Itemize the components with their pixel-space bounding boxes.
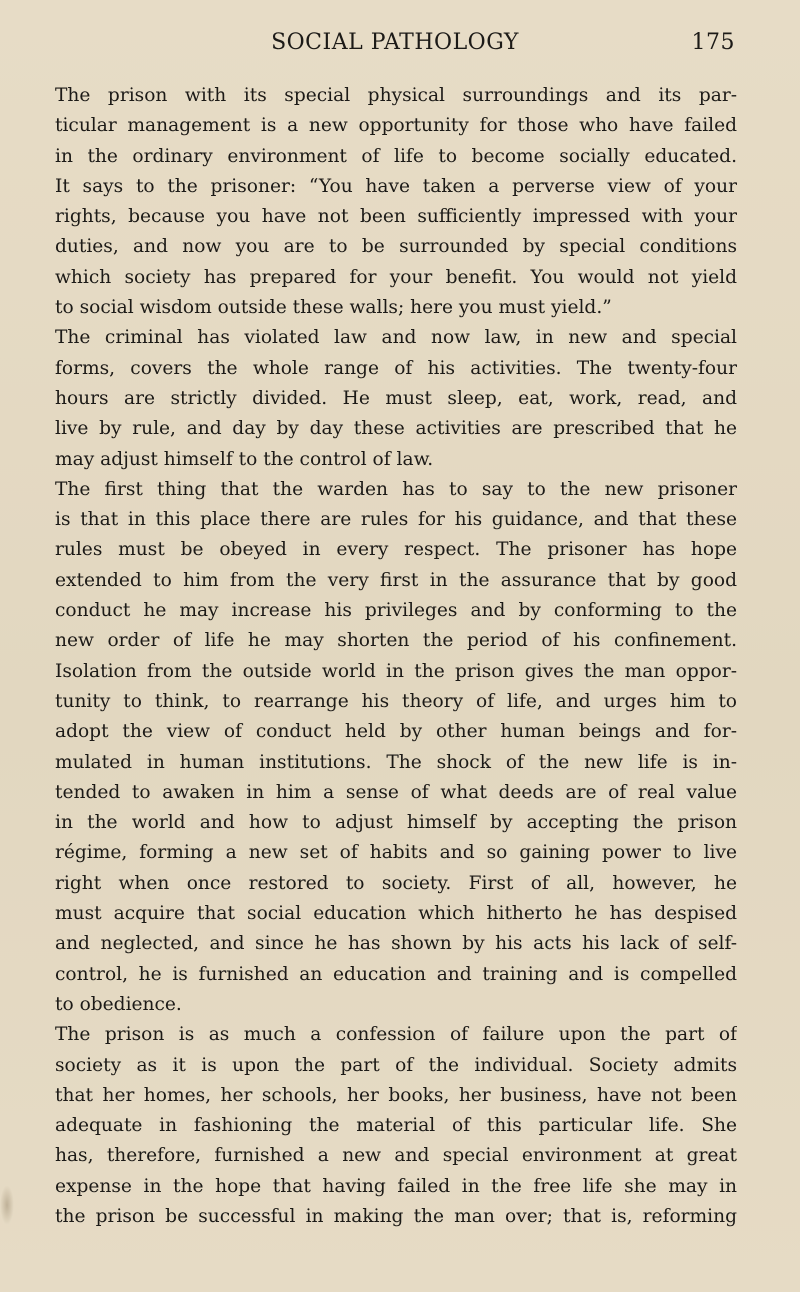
text-line: must acquire that social education which hitherto he has despised (55, 903, 737, 925)
text-line: régime, forming a new set of habits and so gaining power to live (55, 842, 737, 864)
text-line: The prison with its special physical surroundings and its par- (55, 85, 737, 106)
page-number: 175 (691, 30, 735, 55)
text-line: tunity to think, to rearrange his theory of life, and urges him to (55, 690, 737, 712)
text-line: live by rule, and day by day these activities are prescribed that he (55, 418, 737, 440)
text-line: The prison is as much a confession of failure upon the part of (55, 1024, 737, 1046)
text-line: is that in this place there are rules for his guidance, and that these (55, 509, 737, 531)
text-line: has, therefore, furnished a new and special environment at great (55, 1145, 737, 1167)
text-line: duties, and now you are to be surrounded by special conditions (55, 236, 737, 258)
text-line: rules must be obeyed in every respect. The prisoner has hope (55, 539, 737, 561)
text-line: control, he is furnished an education and training and is compelled (55, 963, 737, 985)
text-line: The first thing that the warden has to say to the new prisoner (55, 478, 737, 500)
text-line: tended to awaken in him a sense of what deeds are of real value (55, 781, 737, 803)
text-line: mulated in human institutions. The shock of the new life is in- (55, 751, 737, 773)
text-line: right when once restored to society. First of all, however, he (55, 872, 737, 894)
body-text (55, 81, 737, 1232)
running-title: SOCIAL PATHOLOGY (271, 30, 519, 55)
text-line: Isolation from the outside world in the prison gives the man oppor- (55, 660, 737, 682)
text-line: in the world and how to adjust himself by accepting the prison (55, 812, 737, 834)
text-line: conduct he may increase his privileges and by conforming to the (55, 600, 737, 622)
text-line: hours are strictly divided. He must sleep, eat, work, read, and (55, 387, 737, 409)
text-line: adopt the view of conduct held by other human beings and for- (55, 721, 737, 743)
text-line: to social wisdom outside these walls; here you must yield.” (55, 297, 612, 319)
text-line: to obedience. (55, 993, 182, 1015)
page-stain (0, 1185, 14, 1225)
text-line: expense in the hope that having failed in the free life she may in (55, 1175, 737, 1197)
text-line: and neglected, and since he has shown by his acts his lack of self- (55, 933, 737, 955)
text-line: the prison be successful in making the man over; that is, reforming (55, 1205, 737, 1227)
text-line: in the ordinary environment of life to become socially educated. (55, 145, 737, 167)
text-line: rights, because you have not been sufficiently impressed with your (55, 206, 737, 228)
text-line: The criminal has violated law and now law, in new and special (55, 327, 737, 349)
text-line: adequate in fashioning the material of this particular life. She (55, 1115, 737, 1137)
text-line: It says to the prisoner: “You have taken a perverse view of your (55, 175, 737, 197)
text-line: may adjust himself to the control of law. (55, 448, 434, 470)
text-line: extended to him from the very first in the assurance that by good (55, 569, 737, 591)
text-line: that her homes, her schools, her books, her business, have not been (55, 1084, 737, 1106)
text-line: which society has prepared for your benefit. You would not yield (55, 266, 737, 288)
text-line: new order of life he may shorten the period of his confinement. (55, 630, 737, 652)
text-line: ticular management is a new opportunity for those who have failed (55, 115, 737, 137)
text-line: forms, covers the whole range of his activities. The twenty-four (55, 357, 737, 379)
text-line: society as it is upon the part of the individual. Society admits (55, 1054, 737, 1076)
running-head (55, 30, 735, 64)
